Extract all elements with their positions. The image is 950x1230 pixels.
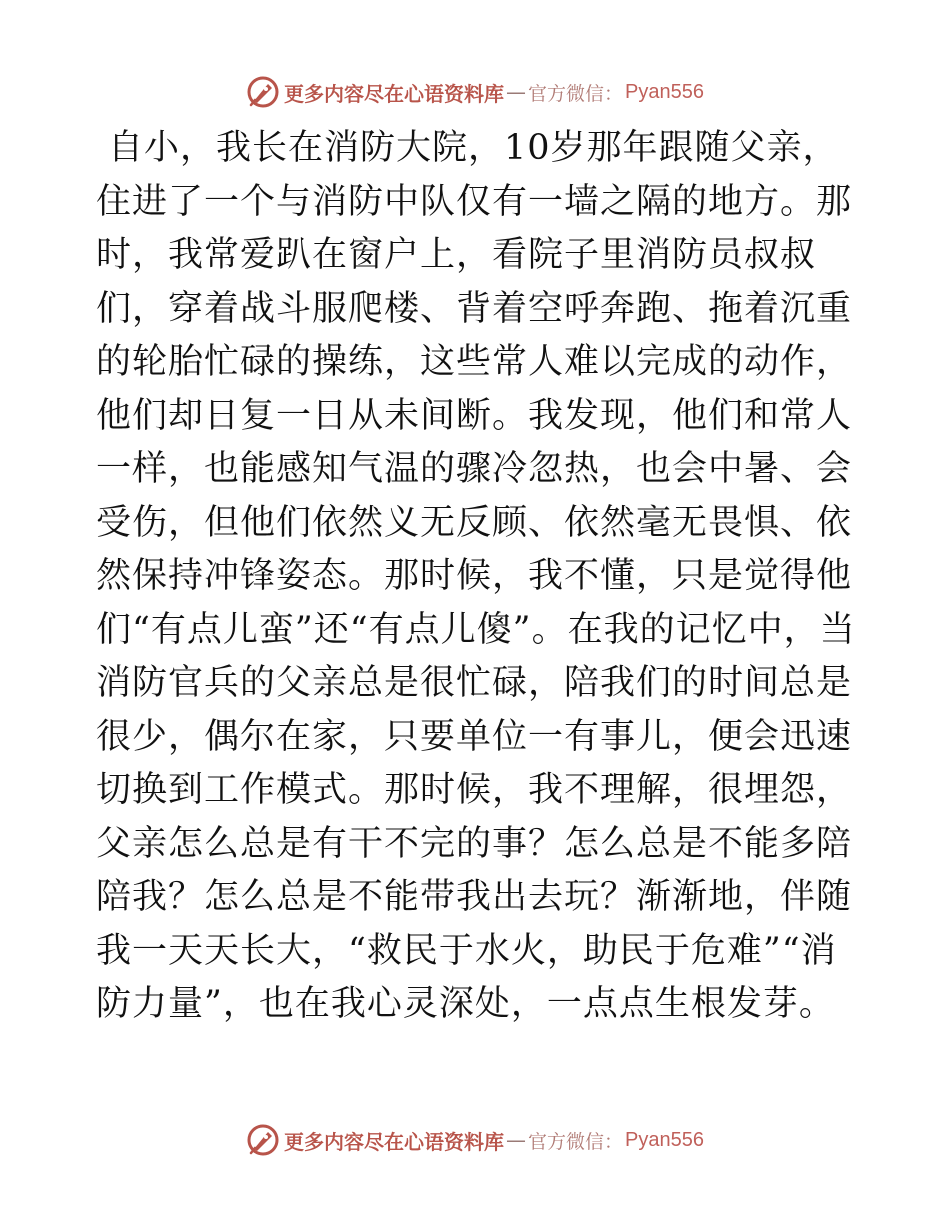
- header-separator: —: [506, 80, 526, 104]
- body-paragraph: 自小，我长在消防大院，10岁那年跟随父亲，住进了一个与消防中队仅有一墙之隔的地方。那时，我常爱趴在窗户上，看院子里消防员叔叔们，穿着战斗服爬楼、背着空呼奔跑、拖着沉重的轮胎忙碌的操练，这些常人难以完成的动作，他们却日复一日从未间断。我发现，他们和常人一样，也能感知气温的骤冷忽热，也会中暑、会受伤，但他们依然义无反顾、依然毫无畏惧、依然保持冲锋姿态。那时候，我不懂，只是觉得他们“有点儿蛮”还“有点儿傻”。在我的记忆中，当消防官兵的父亲总是很忙碌，陪我们的时间总是很少，偶尔在家，只要单位一有事儿，便会迅速切换到工作模式。那时候，我不理解，很埋怨，父亲怎么总是有干不完的事？怎么总是不能多陪陪我？怎么总是不能带我出去玩？渐渐地，伴随我一天天长大，“救民于水火，助民于危难”“消防力量”，也在我心灵深处，一点点生根发芽。: [96, 128, 856, 1024]
- footer-watermark: [0, 1120, 950, 1160]
- header-wechat-id: Pyan556: [625, 80, 704, 103]
- header-watermark: [0, 72, 950, 112]
- footer-title: 更多内容尽在心语资料库: [284, 1129, 504, 1154]
- footer-separator: —: [506, 1128, 526, 1152]
- pen-nib-logo-icon: [246, 1123, 280, 1157]
- pen-nib-logo-icon: [246, 75, 280, 109]
- header-title: 更多内容尽在心语资料库: [284, 81, 504, 106]
- footer-wechat-id: Pyan556: [625, 1128, 704, 1151]
- footer-wechat-label: 官方微信：: [528, 1130, 624, 1153]
- header-wechat-label: 官方微信：: [528, 82, 624, 105]
